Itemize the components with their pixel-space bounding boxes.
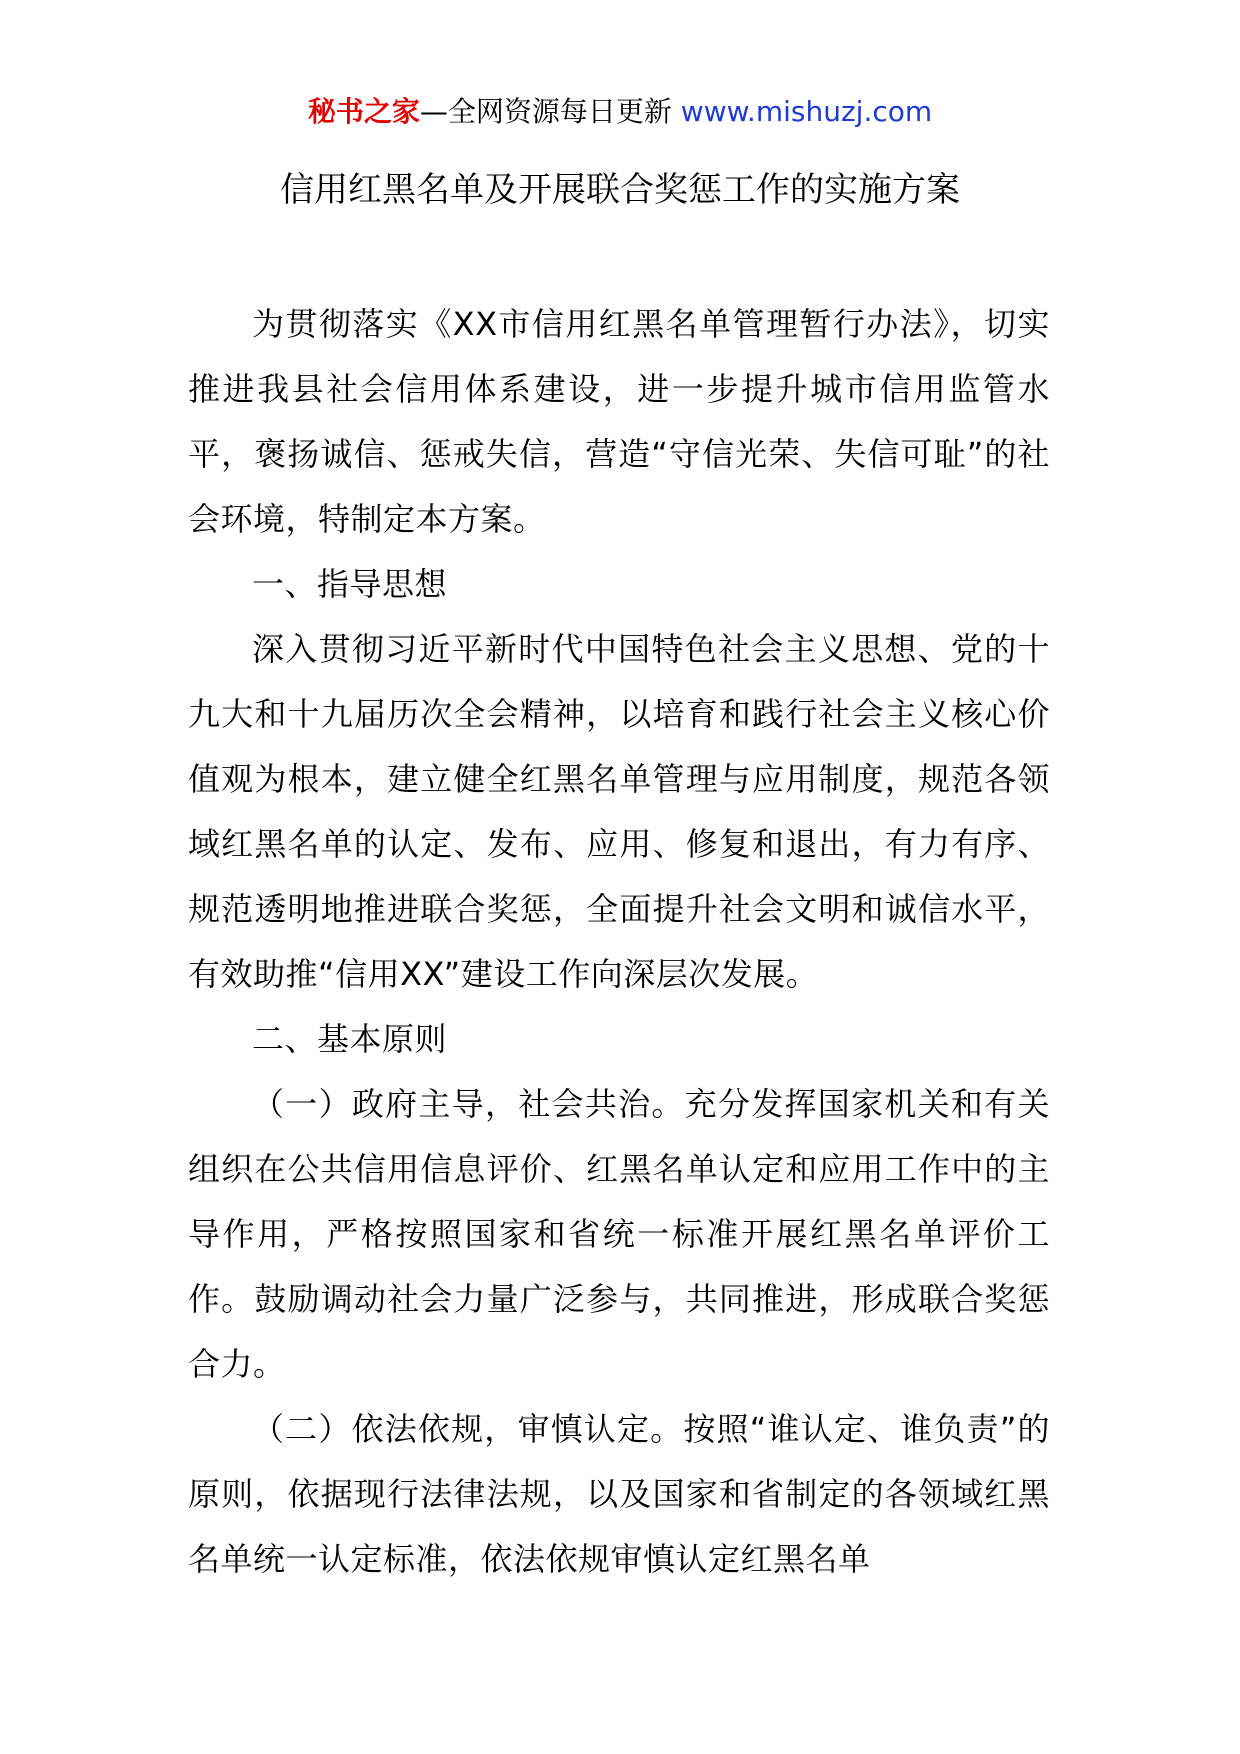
section-heading-basic-principles: 二、基本原则	[252, 1020, 448, 1058]
site-url-link[interactable]: www.mishuzj.com	[680, 95, 933, 128]
principle-1-paragraph: （一）政府主导，社会共治。充分发挥国家机关和有关组织在公共信用信息评价、红黑名单认定和应用工作中的主导作用，严格按照国家和省统一标准开展红黑名单评价工作。鼓励调动社会力量广泛参与，共同推进，形成联合奖惩合力。	[188, 1085, 1050, 1383]
section-heading-guiding-ideology: 一、指导思想	[252, 565, 448, 603]
banner-tagline: —全网资源每日更新	[419, 95, 672, 128]
guiding-ideology-paragraph: 深入贯彻习近平新时代中国特色社会主义思想、党的十九大和十九届历次全会精神，以培育和践行社会主义核心价值观为根本，建立健全红黑名单管理与应用制度，规范各领域红黑名单的认定、发布、应用、修复和退出，有力有序、规范透明地推进联合奖惩，全面提升社会文明和诚信水平，有效助推“信用XX”建设工作向深层次发展。	[188, 630, 1050, 993]
intro-paragraph: 为贯彻落实《XX市信用红黑名单管理暂行办法》，切实推进我县社会信用体系建设，进一步提升城市信用监管水平，褒扬诚信、惩戒失信，营造“守信光荣、失信可耻”的社会环境，特制定本方案。	[188, 305, 1050, 538]
brand-name: 秘书之家	[307, 95, 420, 128]
site-banner	[0, 92, 1240, 132]
principle-2-paragraph: （二）依法依规，审慎认定。按照“谁认定、谁负责”的原则，依据现行法律法规，以及国家和省制定的各领域红黑名单统一认定标准，依法依规审慎认定红黑名单	[188, 1410, 1050, 1578]
document-body	[188, 292, 1050, 1592]
document-title: 信用红黑名单及开展联合奖惩工作的实施方案	[280, 170, 960, 210]
